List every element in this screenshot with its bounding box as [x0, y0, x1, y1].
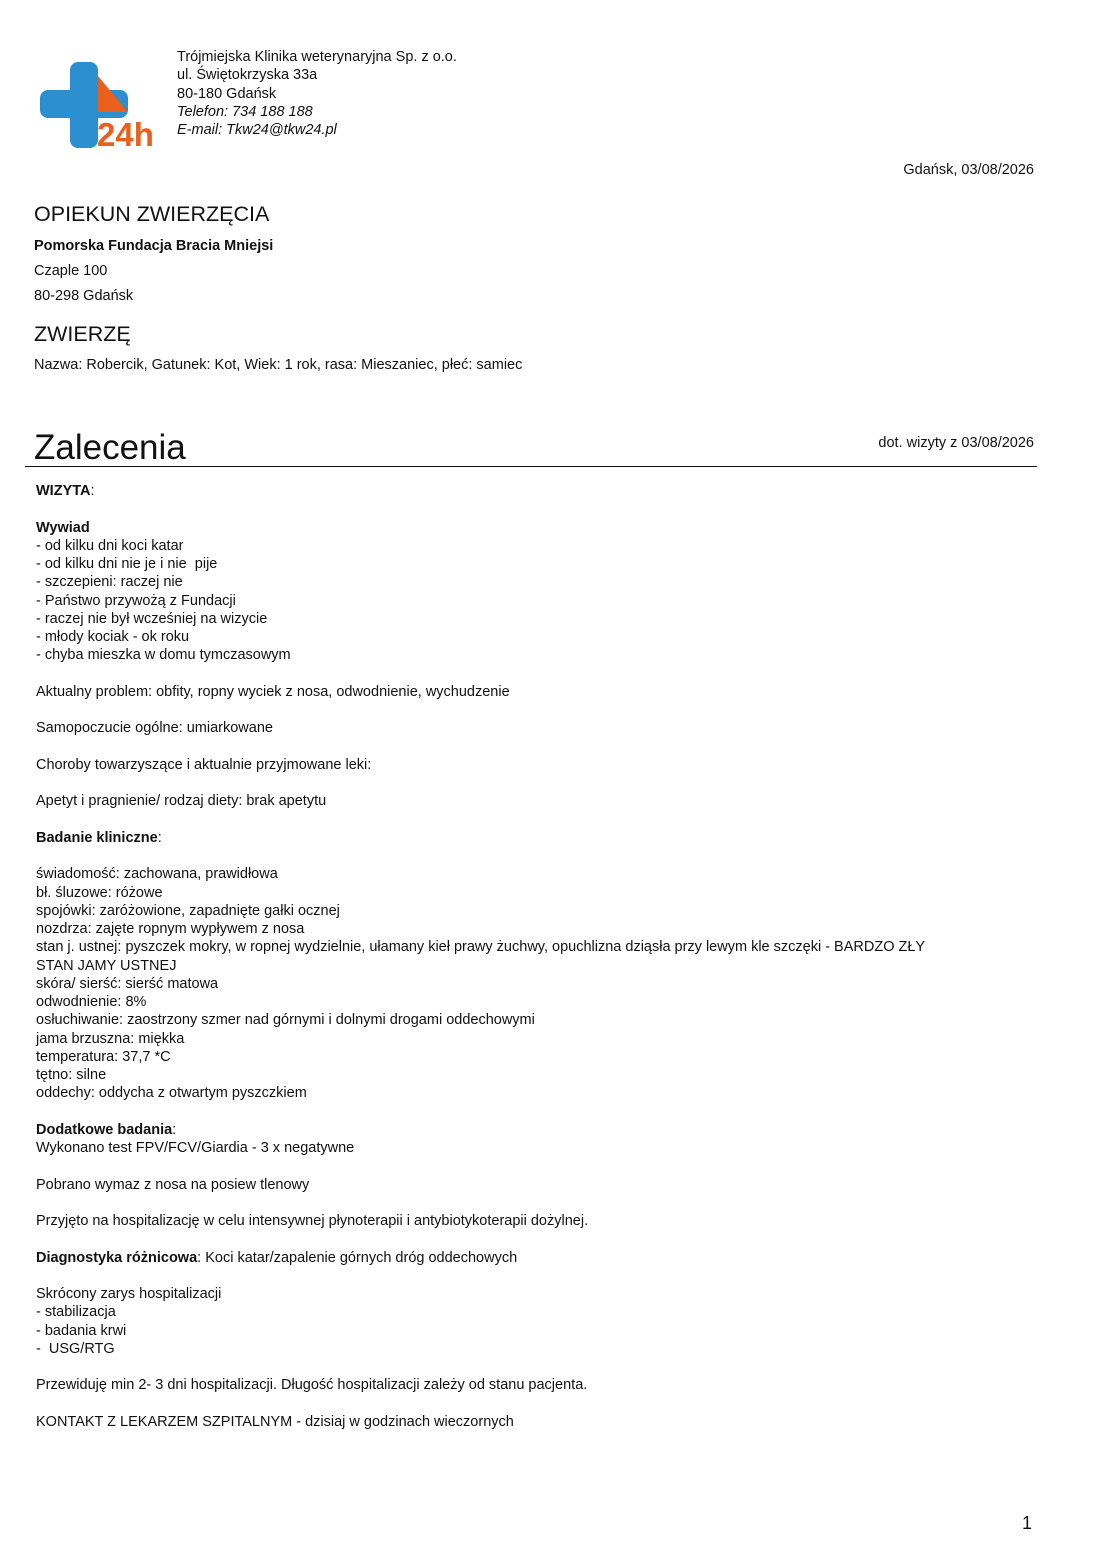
- current-problem: Aktualny problem: obfity, ropny wyciek z nosa, odwodnienie, wychudzenie: [36, 683, 510, 700]
- differential-text: : Koci katar/zapalenie górnych dróg oddechowych: [197, 1249, 518, 1266]
- clinic-logo: [40, 62, 156, 148]
- exam-item: bł. śluzowe: różowe: [36, 884, 163, 901]
- plan-item: - USG/RTG: [36, 1340, 115, 1357]
- duration: Przewiduję min 2- 3 dni hospitalizacji. Długość hospitalizacji zależy od stanu pacjenta.: [36, 1377, 588, 1394]
- differential-label: Diagnostyka różnicowa: [36, 1249, 198, 1266]
- recommendations-title: Zalecenia: [34, 428, 186, 467]
- clinic-name: Trójmiejska Klinika weterynaryjna Sp. z o.o.: [177, 49, 457, 65]
- history-item: - szczepieni: raczej nie: [36, 574, 183, 591]
- additional-label: Dodatkowe badania: [36, 1121, 173, 1138]
- exam-item: odwodnienie: 8%: [36, 994, 147, 1010]
- additional-test: Wykonano test FPV/FCV/Giardia - 3 x negatywne: [36, 1140, 355, 1156]
- plan-label: Skrócony zarys hospitalizacji: [36, 1286, 222, 1302]
- exam-item: nozdrza: zajęte ropnym wypływem z nosa: [36, 921, 305, 937]
- history-item: - młody kociak - ok roku: [36, 629, 190, 645]
- exam-item: spojówki: zaróżowione, zapadnięte gałki ocznej: [36, 902, 340, 919]
- exam-item: tętno: silne: [36, 1067, 107, 1083]
- exam-item: świadomość: zachowana, prawidłowa: [36, 866, 278, 883]
- exam-item: stan j. ustnej: pyszczek mokry, w ropnej wydzielnie, ułamany kieł prawy żuchwy, opuchlizna dziąsła przy lewym kle szczęki - BARDZO ZŁY: [36, 939, 926, 956]
- plan-item: - badania krwi: [36, 1322, 127, 1339]
- exam-item: osłuchiwanie: zaostrzony szmer nad górnymi i dolnymi drogami oddechowymi: [36, 1012, 535, 1029]
- exam-item: skóra/ sierść: sierść matowa: [36, 975, 219, 992]
- owner-name: Pomorska Fundacja Bracia Mniejsi: [34, 238, 274, 254]
- animal-details: Nazwa: Robercik, Gatunek: Kot, Wiek: 1 rok, rasa: Mieszaniec, płeć: samiec: [34, 357, 523, 373]
- clinic-street: ul. Świętokrzyska 33a: [177, 67, 318, 84]
- exam-item: STAN JAMY USTNEJ: [36, 957, 177, 974]
- page-number: 1: [1021, 1513, 1032, 1533]
- history-item: - chyba mieszka w domu tymczasowym: [36, 647, 291, 664]
- admission: Przyjęto na hospitalizację w celu intensywnej płynoterapii i antybiotykoterapii dożylnej.: [36, 1213, 589, 1229]
- owner-address: Czaple 100: [34, 263, 108, 279]
- animal-heading: ZWIERZĘ: [34, 322, 131, 346]
- history-item: - Państwo przywożą z Fundacji: [36, 592, 236, 609]
- history-item: - raczej nie był wcześniej na wizycie: [36, 610, 268, 627]
- exam-item: temperatura: 37,7 *C: [36, 1048, 171, 1065]
- visit-label: WIZYTA: [36, 483, 91, 499]
- visit-body: WIZYTA: Wywiad - od kilku dni koci katar - od kilku dni nie je i nie pije - szczepieni: raczej nie - Państwo przywożą z Fundacji - raczej nie był wcześniej na wizycie - młody kociak - ok roku - chyba mieszka w domu tymczasowym Aktualny problem: obfity, ropny wyciek z nosa, odwodnienie, wychudzenie Samopoczucie ogólne: umiarkowane Choroby towarzyszące i aktualnie przyjmowane leki: Apetyt i pragnienie/ rodzaj diety: brak apetytu Badanie kliniczne: świadomość: zachowana, prawidłowa bł. śluzowe: różowe spojówki: zaróżowione, zapadnięte gałki ocznej nozdrza: zajęte ropnym wypływem z nosa stan j. ustnej: pyszczek mokry, w ropnej wydzielnie, ułamany kieł prawy żuchwy, opuchlizna dziąsła przy lewym kle szczęki - BARDZO ZŁY STAN JAMY USTNEJ skóra/ sierść: sierść matowa odwodnienie: 8% osłuchiwanie: zaostrzony szmer nad górnymi i dolnymi drogami oddechowymi jama brzuszna: miękka temperatura: 37,7 *C tętno: silne oddechy: oddycha z otwartym pyszczkiem Dodatkowe badania: Wykonano test FPV/FCV/Giardia - 3 x negatywne Pobrano wymaz z nosa na posiew tlenowy Przyjęto na hospitalizację w celu intensywnej płynoterapii i antybiotykoterapii dożylnej. Diagnostyka różnicowa: Koci katar/zapalenie górnych dróg oddechowych Skrócony zarys hospitalizacji - stabilizacja - badania krwi - USG/RTG Przewiduję min 2- 3 dni hospitalizacji. Długość hospitalizacji zależy od stanu pacjenta. KONTAKT Z LEKARZEM SZPITALNYM - dzisiaj w godzinach wieczornych: [36, 482, 1046, 1431]
- plan-item: - stabilizacja: [36, 1304, 116, 1321]
- comorbidities: Choroby towarzyszące i aktualnie przyjmowane leki:: [36, 756, 372, 773]
- swab: Pobrano wymaz z nosa na posiew tlenowy: [36, 1176, 310, 1193]
- exam-item: jama brzuszna: miękka: [36, 1030, 185, 1047]
- owner-block: [34, 238, 273, 313]
- document-date: Gdańsk, 03/08/2026: [903, 162, 1034, 178]
- clinic-city: 80-180 Gdańsk: [177, 85, 277, 102]
- exam-label: Badanie kliniczne: [36, 829, 158, 846]
- appetite: Apetyt i pragnienie/ rodzaj diety: brak apetytu: [36, 793, 327, 810]
- exam-item: oddechy: oddycha z otwartym pyszczkiem: [36, 1085, 307, 1102]
- title-divider: [25, 466, 1037, 467]
- history-item: - od kilku dni nie je i nie pije: [36, 556, 218, 572]
- history-item: - od kilku dni koci katar: [36, 537, 184, 554]
- owner-city: 80-298 Gdańsk: [34, 288, 134, 304]
- logo-24h-text: 24h: [97, 116, 154, 148]
- clinic-info: [177, 48, 457, 139]
- visit-reference: dot. wizyty z 03/08/2026: [878, 435, 1034, 451]
- clinic-phone: Telefon: 734 188 188: [177, 103, 313, 120]
- general-condition: Samopoczucie ogólne: umiarkowane: [36, 720, 273, 737]
- history-label: Wywiad: [36, 519, 90, 536]
- medical-cross-icon: [40, 62, 156, 148]
- owner-heading: OPIEKUN ZWIERZĘCIA: [34, 202, 270, 226]
- clinic-email: E-mail: Tkw24@tkw24.pl: [177, 122, 337, 139]
- contact: KONTAKT Z LEKARZEM SZPITALNYM - dzisiaj w godzinach wieczornych: [36, 1413, 514, 1430]
